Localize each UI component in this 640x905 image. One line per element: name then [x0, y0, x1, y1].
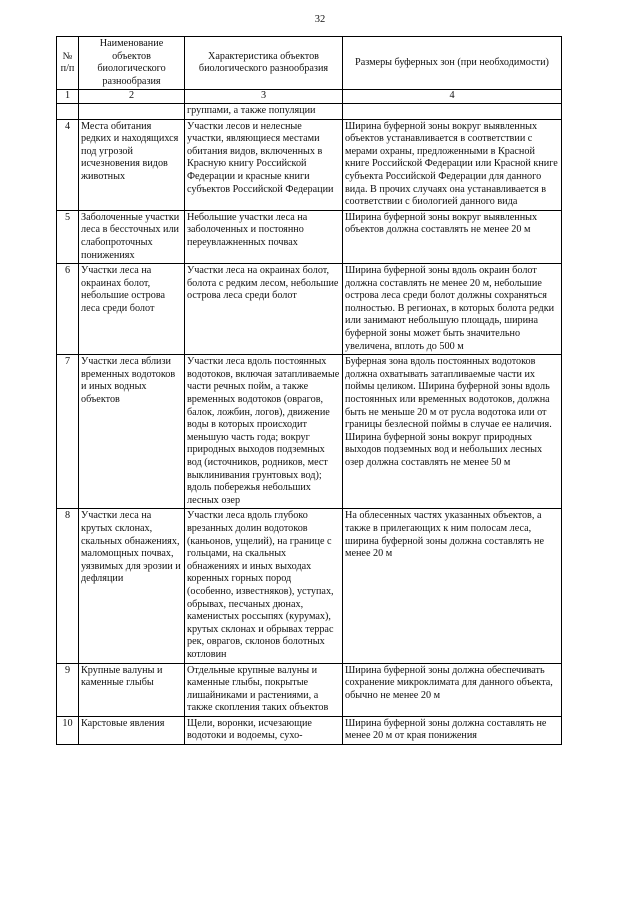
buffer-size-cell: Ширина буферной зоны вокруг выявленных объектов должна составлять не менее 20 м	[343, 210, 562, 263]
table-row	[57, 509, 562, 663]
header-characteristics: Характеристика объектов биологического разнообразия	[185, 37, 343, 90]
characteristics-cell: группами, а также популяции	[185, 103, 343, 119]
characteristics-cell: Участки леса вдоль постоянных водотоков, включая затапливаемые части речных пойм, а также временных водотоков (оврагов, балок, ложбин, логов), движение воды в которых происходит меньшую часть года; вокруг природных выходов подземных вод (источников, родников, мест выклинивания грунтовых вод); вдоль побережья небольших лесных озер	[185, 355, 343, 509]
object-name-cell: Места обитания редких и находящихся под угрозой исчезновения видов животных	[79, 119, 185, 210]
row-number: 10	[57, 716, 79, 744]
table-row	[57, 103, 562, 119]
buffer-size-cell: На облесенных частях указанных объектов, а также в прилегающих к ним полосам леса, ширина буферной зоны должна составлять не менее 20 м	[343, 509, 562, 663]
buffer-size-cell: Ширина буферной зоны должна составлять не менее 20 м от края понижения	[343, 716, 562, 744]
header-object-name: Наименование объектов биологического разнообразия	[79, 37, 185, 90]
row-number: 7	[57, 355, 79, 509]
buffer-zones-table	[56, 36, 562, 745]
table-row	[57, 663, 562, 716]
characteristics-cell: Участки леса вдоль глубоко врезанных долин водотоков (каньонов, ущелий), на границе с гольцами, на скальных обнажениях и иных выходах коренных горных пород (особенно, известняков), уступах, обрывах, песчаных дюнах, каменистых россыпях (курумах), крутых склонах и обрывах террас рек, оврагов, склонов болотных котловин	[185, 509, 343, 663]
index-cell: 4	[343, 90, 562, 104]
buffer-size-cell	[343, 103, 562, 119]
row-number: 4	[57, 119, 79, 210]
characteristics-cell: Участки леса на окраинах болот, болота с редким лесом, небольшие острова леса среди болот	[185, 264, 343, 355]
table-row	[57, 210, 562, 263]
characteristics-cell: Участки лесов и нелесные участки, являющиеся местами обитания видов, включенных в Красную книгу Российской Федерации и красные книги субъектов Российской Федерации	[185, 119, 343, 210]
header-number: № п/п	[57, 37, 79, 90]
object-name-cell: Заболоченные участки леса в бессточных или слабопроточных понижениях	[79, 210, 185, 263]
buffer-size-cell: Ширина буферной зоны должна обеспечивать сохранение микроклимата для данного объекта, обычно не менее 20 м	[343, 663, 562, 716]
index-cell: 1	[57, 90, 79, 104]
table-row	[57, 355, 562, 509]
object-name-cell	[79, 103, 185, 119]
object-name-cell: Участки леса вблизи временных водотоков и иных водных объектов	[79, 355, 185, 509]
buffer-size-cell: Буферная зона вдоль постоянных водотоков должна охватывать затапливаемые части их поймы целиком. Ширина буферной зоны вдоль постоянных или временных водотоков, должна быть не меньше 20 м от русла водотока или от границы безлесной поймы в случае ее наличия. Ширина буферной зоны вокруг природных выходов подземных вод и небольших лесных озер должна составлять не менее 50 м	[343, 355, 562, 509]
object-name-cell: Крупные валуны и каменные глыбы	[79, 663, 185, 716]
buffer-size-cell: Ширина буферной зоны вдоль окраин болот должна составлять не менее 20 м, небольшие острова леса среди болот должны сохраняться полностью. В регионах, в которых болота редки или занимают небольшую площадь, ширина буферной зоны может быть значительно увеличена, вплоть до 500 м	[343, 264, 562, 355]
table-row	[57, 264, 562, 355]
row-number: 8	[57, 509, 79, 663]
characteristics-cell: Небольшие участки леса на заболоченных и постоянно переувлажненных почвах	[185, 210, 343, 263]
object-name-cell: Участки леса на крутых склонах, скальных обнажениях, маломощных почвах, уязвимых для эрозии и дефляции	[79, 509, 185, 663]
row-number	[57, 103, 79, 119]
index-cell: 3	[185, 90, 343, 104]
table-row	[57, 119, 562, 210]
header-buffer-size: Размеры буферных зон (при необходимости)	[343, 37, 562, 90]
row-number: 5	[57, 210, 79, 263]
object-name-cell: Карстовые явления	[79, 716, 185, 744]
row-number: 9	[57, 663, 79, 716]
table-row	[57, 716, 562, 744]
characteristics-cell: Отдельные крупные валуны и каменные глыбы, покрытые лишайниками и растениями, а также скопления таких объектов	[185, 663, 343, 716]
row-number: 6	[57, 264, 79, 355]
characteristics-cell: Щели, воронки, исчезающие водотоки и водоемы, сухо-	[185, 716, 343, 744]
buffer-size-cell: Ширина буферной зоны вокруг выявленных объектов устанавливается в соответствии с мерами охраны, предложенными в Красной книге Российской Федерации или Красной книге субъекта Российской Федерации для данного вида. В прочих случаях она устанавливается в соответствии с биологией данного вида	[343, 119, 562, 210]
page-number: 32	[314, 14, 326, 25]
index-cell: 2	[79, 90, 185, 104]
object-name-cell: Участки леса на окраинах болот, небольшие острова леса среди болот	[79, 264, 185, 355]
